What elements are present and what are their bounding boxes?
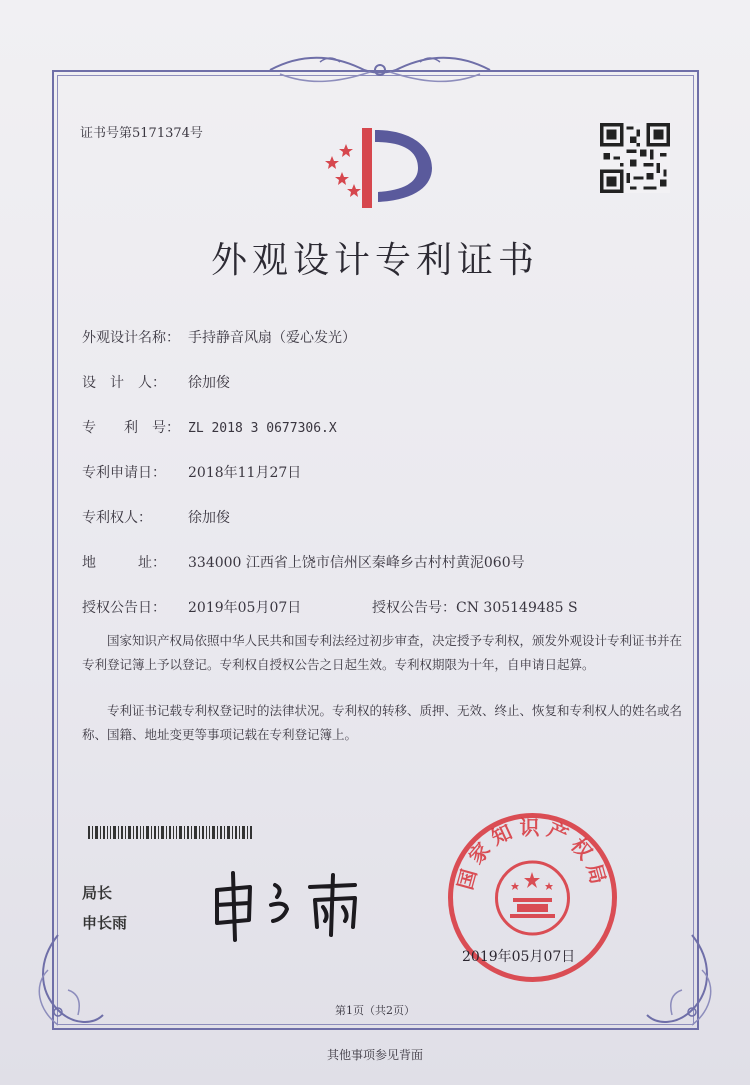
field-label: 设 计 人： [82,375,166,391]
director-title: 局长 [82,884,113,902]
bottom-left-ornament [28,930,108,1040]
field-design-name [82,327,356,347]
field-label: 授权公告号： [372,600,456,616]
field-value: 2018年11月27日 [188,465,302,481]
page-indicator: 第1页（共2页） [335,1004,415,1017]
footer-note: 其他事项参见背面 [326,1048,423,1062]
body-paragraph-1: 国家知识产权局依照中华人民共和国专利法经过初步审查，决定授予专利权，颁发外观设计专利证书并在专利登记簿上予以登记。专利权自授权公告之日起生效。专利权期限为十年，自申请日起算。 [82,633,683,672]
field-address [82,552,525,572]
field-grant-date [82,597,301,617]
svg-text:国家知识产权局: 国家知识产权局 [452,815,613,893]
director-signature [205,865,385,945]
certificate-number: 证书号第5171374号 [80,126,203,141]
field-application-date [82,462,301,482]
field-label: 外观设计名称： [82,330,180,346]
field-label: 授权公告日： [82,600,166,616]
field-value: 手持静音风扇（爱心发光） [188,330,356,346]
field-value: 徐加俊 [188,510,230,526]
field-label: 专利权人： [82,510,152,526]
patent-office-logo [320,120,435,215]
field-value: 徐加俊 [188,375,230,391]
field-label: 专 利 号： [82,420,180,436]
top-ornament [260,52,500,88]
document-title: 外观设计专利证书 [210,240,539,281]
field-label: 专利申请日： [82,465,166,481]
field-value: 2019年05月07日 [188,600,302,616]
field-designer [82,372,230,392]
field-value: CN 305149485 S [456,600,578,616]
field-patentee [82,507,230,527]
bottom-right-ornament [642,930,722,1040]
qr-code [600,123,670,193]
field-label: 地 址： [82,555,166,571]
field-value: 334000 江西省上饶市信州区秦峰乡古村村黄泥060号 [188,555,525,571]
director-name: 申长雨 [82,914,128,932]
field-value: ZL 2018 3 0677306.X [188,421,337,436]
body-paragraph-2: 专利证书记载专利权登记时的法律状况。专利权的转移、质押、无效、终止、恢复和专利权人的姓名或名称、国籍、地址变更等事项记载在专利登记簿上。 [82,703,683,742]
field-grant-number [372,597,578,617]
seal-date: 2019年05月07日 [462,949,576,965]
field-patent-number [82,417,337,437]
barcode [88,826,254,839]
